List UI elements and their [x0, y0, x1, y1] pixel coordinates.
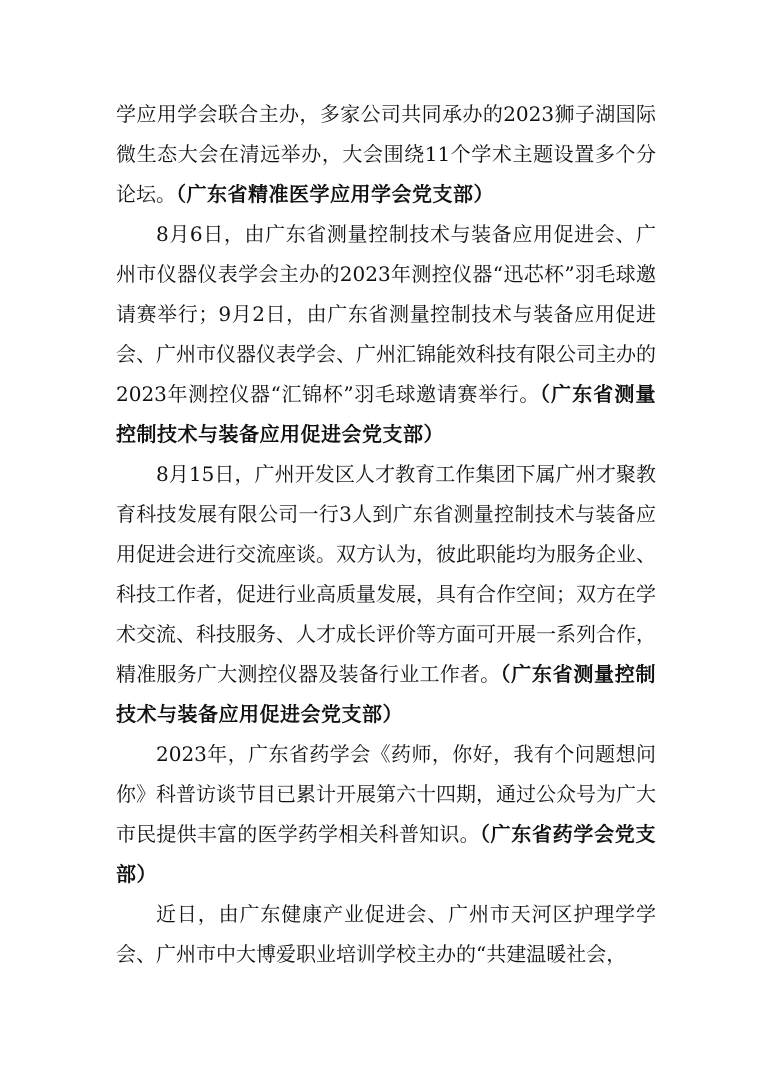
paragraph-badminton-invitational [116, 214, 656, 454]
paragraph-warm-society [116, 894, 656, 974]
paragraph-text: 近日，由广东健康产业促进会、广州市天河区护理学学会、广州市中大博爱职业培训学校主办的“共建温暖社会， [116, 902, 656, 966]
paragraph-source: （广东省测量控制技术与装备应用促进会党支部） [116, 662, 657, 726]
document-body [116, 94, 656, 974]
paragraph-text: 8月6日，由广东省测量控制技术与装备应用促进会、广州市仪器仪表学会主办的2023年测控仪器“迅芯杯”羽毛球邀请赛举行；9月2日，由广东省测量控制技术与装备应用促进会、广州市仪器仪表学会、广州汇锦能效科技有限公司主办的2023年测控仪器“汇锦杯”羽毛球邀请赛举行。 [116, 222, 656, 406]
paragraph-exchange-meeting [116, 454, 656, 734]
paragraph-source: （广东省药学会党支部） [116, 822, 657, 886]
paragraph-source: （广东省精准医学应用学会党支部） [176, 182, 494, 206]
paragraph-source: （广东省测量控制技术与装备应用促进会党支部） [116, 382, 657, 446]
paragraph-microecology-conference [116, 94, 656, 214]
paragraph-pharmacist-program [116, 734, 656, 894]
paragraph-text: 学应用学会联合主办，多家公司共同承办的2023狮子湖国际微生态大会在清远举办，大会围绕11个学术主题设置多个分论坛。 [116, 102, 656, 206]
paragraph-text: 8月15日，广州开发区人才教育工作集团下属广州才聚教育科技发展有限公司一行3人到广东省测量控制技术与装备应用促进会进行交流座谈。双方认为，彼此职能均为服务企业、科技工作者，促进行业高质量发展，具有合作空间；双方在学术交流、科技服务、人才成长评价等方面可开展一系列合作，精准服务广大测控仪器及装备行业工作者。 [116, 462, 656, 686]
paragraph-text: 2023年，广东省药学会《药师，你好，我有个问题想问你》科普访谈节目已累计开展第六十四期，通过公众号为广大市民提供丰富的医学药学相关科普知识。 [116, 742, 656, 846]
